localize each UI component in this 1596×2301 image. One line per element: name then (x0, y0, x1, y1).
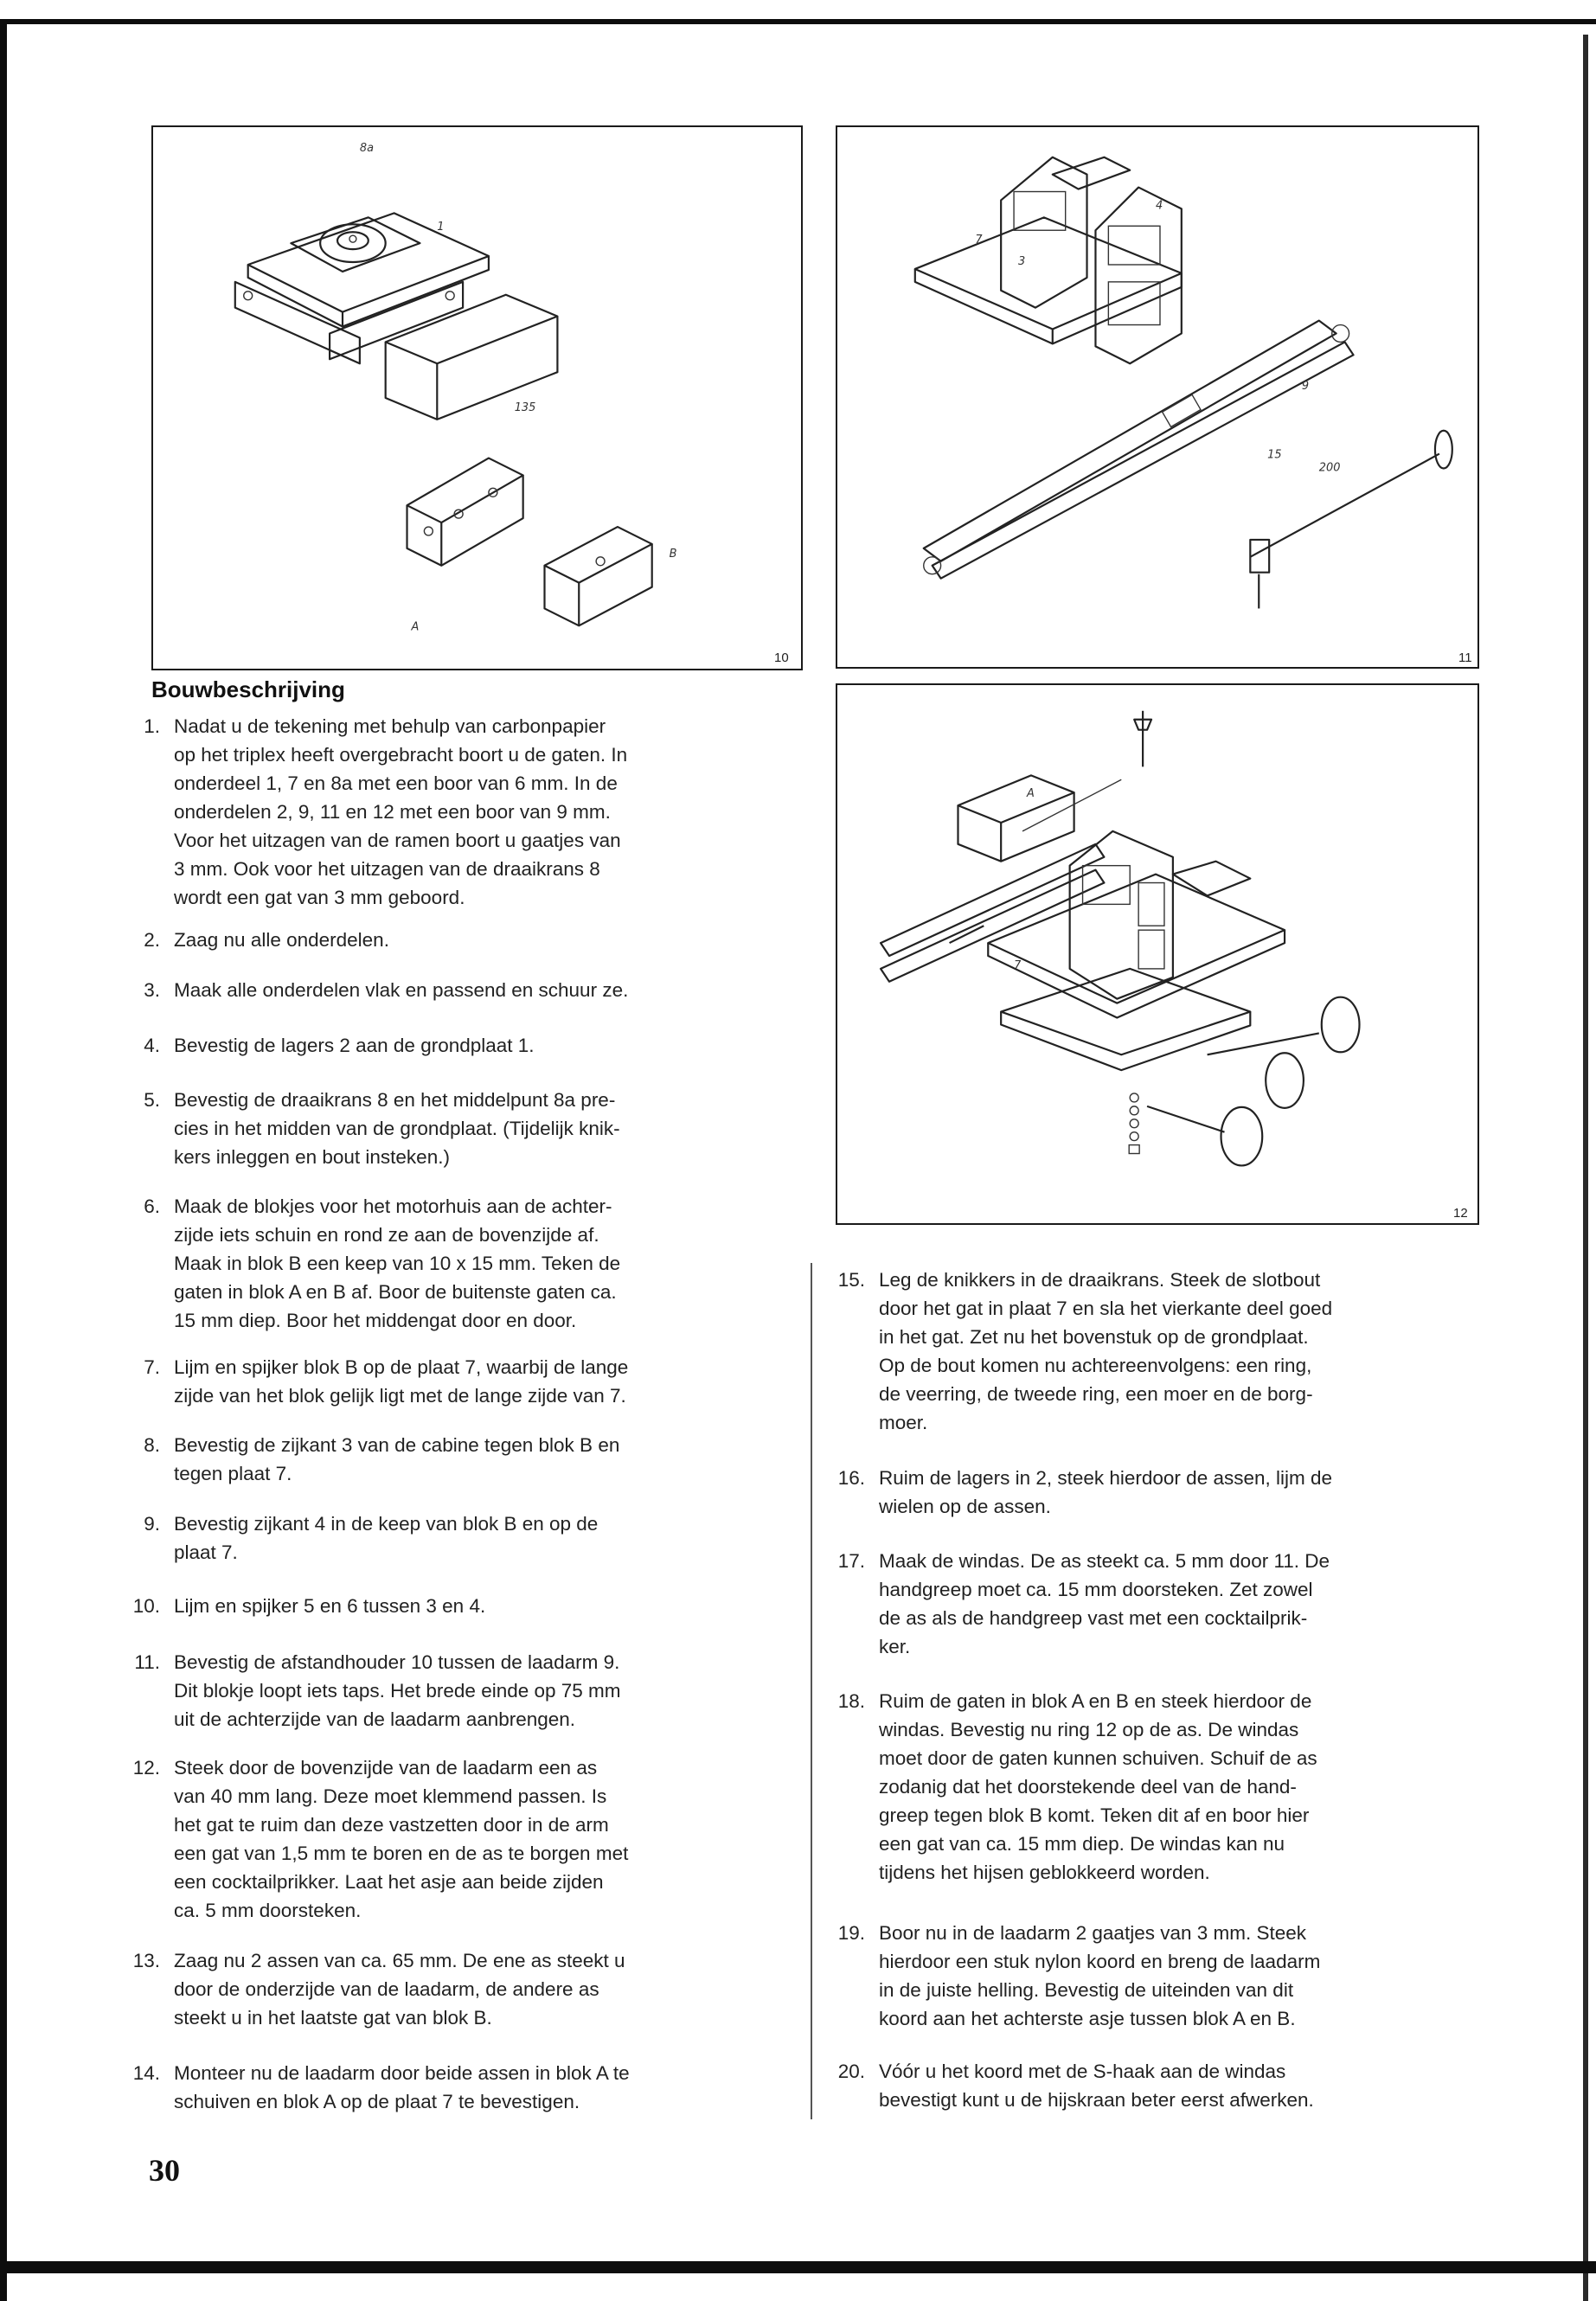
instruction-line: Voor het uitzagen van de ramen boort u gaatjes van (174, 830, 621, 851)
svg-text:135: 135 (514, 401, 536, 414)
cabin (1070, 831, 1173, 999)
plate-7 (915, 217, 1182, 329)
instruction-line: in het gat. Zet nu het bovenstuk op de grondplaat. (879, 1326, 1309, 1348)
instruction-line: het gat te ruim dan deze vastzetten door in de arm (174, 1814, 609, 1836)
cabin-side-3 (1001, 157, 1086, 308)
instruction-number: 9. (144, 1513, 160, 1535)
section-heading: Bouwbeschrijving (151, 676, 345, 702)
instruction-line: onderdelen 2, 9, 11 en 12 met een boor van 9 mm. (174, 801, 611, 823)
instruction-line: in de juiste helling. Bevestig de uiteinden van dit (879, 1979, 1294, 2001)
instruction-line: greep tegen blok B komt. Teken dit af en boor hier (879, 1804, 1310, 1826)
scan-border-right (1583, 35, 1588, 2301)
instruction-line: tijdens het hijsen geblokkeerd worden. (879, 1862, 1210, 1883)
instruction-number: 12. (132, 1757, 160, 1779)
instruction-line: Monteer nu de laadarm door beide assen in blok A te (174, 2062, 630, 2084)
instruction-line: Ruim de lagers in 2, steek hierdoor de assen, lijm de (879, 1467, 1333, 1489)
instruction-number: 6. (144, 1195, 160, 1217)
instruction-line: Zaag nu alle onderdelen. (174, 929, 389, 951)
instruction-line: een gat van 1,5 mm te boren en de as te borgen met (174, 1843, 629, 1864)
instruction-line: van 40 mm lang. Deze moet klemmend passen. Is (174, 1785, 607, 1807)
instruction-line: handgreep moet ca. 15 mm doorsteken. Zet zowel (879, 1579, 1313, 1600)
instruction-number: 4. (144, 1035, 160, 1056)
instruction-line: Lijm en spijker 5 en 6 tussen 3 en 4. (174, 1595, 486, 1617)
figure-11-label: 11 (1458, 651, 1472, 665)
svg-text:15: 15 (1267, 448, 1282, 462)
instruction-line: kers inleggen en bout insteken.) (174, 1146, 450, 1168)
cabin-side-4 (1095, 188, 1181, 364)
instruction-line: Nadat u de tekening met behulp van carbonpapier (174, 715, 606, 737)
instruction-line: onderdeel 1, 7 en 8a met een boor van 6 mm. In de (174, 772, 618, 794)
svg-text:9: 9 (1301, 380, 1310, 394)
loading-arm-9 (924, 321, 1336, 561)
instruction-number: 16. (837, 1467, 865, 1489)
instruction-line: koord aan het achterste asje tussen blok A en B. (879, 2008, 1296, 2029)
instruction-line: Vóór u het koord met de S-haak aan de windas (879, 2061, 1286, 2082)
instruction-number: 15. (837, 1269, 865, 1291)
instruction-line: Bevestig de afstandhouder 10 tussen de laadarm 9. (174, 1651, 620, 1673)
instruction-line: door het gat in plaat 7 en sla het vierkante deel goed (879, 1298, 1333, 1319)
instruction-line: bevestigt kunt u de hijskraan beter eerst afwerken. (879, 2089, 1314, 2111)
wheel-3 (1221, 1107, 1263, 1166)
instruction-line: ca. 5 mm doorsteken. (174, 1900, 362, 1921)
instruction-line: zijde van het blok gelijk ligt met de lange zijde van 7. (174, 1385, 626, 1407)
instruction-number: 1. (144, 715, 160, 737)
instruction-number: 18. (837, 1690, 865, 1712)
instruction-line: wielen op de assen. (879, 1496, 1051, 1517)
instruction-line: moet door de gaten kunnen schuiven. Schuif de as (879, 1747, 1317, 1769)
page-number: 30 (149, 2153, 180, 2188)
figure-12-drawing (837, 685, 1477, 1223)
figure-10 (151, 125, 803, 670)
instruction-line: Maak de windas. De as steekt ca. 5 mm door 11. De (879, 1550, 1330, 1572)
instruction-line: 15 mm diep. Boor het middengat door en door. (174, 1310, 577, 1331)
figure-10-drawing (153, 127, 801, 669)
winch-axle (1250, 454, 1439, 557)
instruction-number: 2. (144, 929, 160, 951)
svg-text:3: 3 (1018, 254, 1026, 268)
instruction-line: Lijm en spijker blok B op de plaat 7, waarbij de lange (174, 1356, 629, 1378)
figure-12-label: 12 (1453, 1206, 1468, 1221)
upper-plate (988, 875, 1285, 1003)
instruction-number: 8. (144, 1434, 160, 1456)
svg-text:4: 4 (1156, 199, 1163, 213)
instruction-number: 5. (144, 1089, 160, 1111)
instruction-line: Steek door de bovenzijde van de laadarm een as (174, 1757, 598, 1779)
instruction-number: 13. (132, 1950, 160, 1971)
block-a (407, 458, 523, 523)
instruction-line: windas. Bevestig nu ring 12 op de as. De windas (879, 1719, 1299, 1740)
svg-text:B: B (669, 547, 677, 561)
instruction-line: Bevestig de draaikrans 8 en het middelpunt 8a pre- (174, 1089, 616, 1111)
instruction-line: een cocktailprikker. Laat het asje aan beide zijden (174, 1871, 604, 1893)
instruction-line: tegen plaat 7. (174, 1463, 292, 1484)
svg-text:A: A (1026, 787, 1035, 801)
instruction-line: hierdoor een stuk nylon koord en breng de laadarm (879, 1951, 1321, 1972)
instruction-line: zodanig dat het doorstekende deel van de hand- (879, 1776, 1297, 1798)
instruction-line: wordt een gat van 3 mm geboord. (174, 887, 465, 908)
turntable-8 (291, 217, 420, 272)
instruction-line: cies in het midden van de grondplaat. (Tijdelijk knik- (174, 1118, 620, 1139)
instruction-line: uit de achterzijde van de laadarm aanbrengen. (174, 1708, 576, 1730)
wheel-2 (1266, 1053, 1304, 1108)
instruction-line: de as als de handgreep vast met een cocktailprik- (879, 1607, 1308, 1629)
figure-10-label: 10 (774, 651, 789, 665)
instruction-number: 17. (837, 1550, 865, 1572)
instruction-line: Dit blokje loopt iets taps. Het brede einde op 75 mm (174, 1680, 621, 1702)
instruction-line: Ruim de gaten in blok A en B en steek hierdoor de (879, 1690, 1312, 1712)
block-b (545, 527, 652, 583)
instruction-line: Bevestig zijkant 4 in de keep van blok B en op de (174, 1513, 599, 1535)
instruction-line: Maak alle onderdelen vlak en passend en schuur ze. (174, 979, 629, 1001)
instruction-line: Maak de blokjes voor het motorhuis aan de achter- (174, 1195, 612, 1217)
instruction-line: 3 mm. Ook voor het uitzagen van de draaikrans 8 (174, 858, 600, 880)
svg-text:1: 1 (437, 221, 445, 234)
bearing-2-left (235, 282, 360, 363)
svg-text:7: 7 (975, 234, 983, 247)
instruction-line: Maak in blok B een keep van 10 x 15 mm. Teken de (174, 1253, 621, 1274)
instruction-line: op het triplex heeft overgebracht boort u de gaten. In (174, 744, 628, 766)
instruction-line: Bevestig de lagers 2 aan de grondplaat 1. (174, 1035, 535, 1056)
figure-11-drawing (837, 127, 1477, 667)
instruction-line: zijde iets schuin en rond ze aan de bovenzijde af. (174, 1224, 599, 1246)
instruction-line: Bevestig de zijkant 3 van de cabine tegen blok B en (174, 1434, 620, 1456)
instruction-line: door de onderzijde van de laadarm, de andere as (174, 1978, 599, 2000)
svg-text:8a: 8a (359, 141, 374, 155)
svg-text:7: 7 (1014, 958, 1022, 972)
svg-text:A: A (411, 620, 420, 634)
instruction-line: plaat 7. (174, 1541, 238, 1563)
instruction-number: 19. (837, 1922, 865, 1944)
scan-border-left (0, 19, 7, 2301)
scan-border-top (0, 19, 1596, 24)
instruction-line: steekt u in het laatste gat van blok B. (174, 2007, 492, 2029)
instruction-line: moer. (879, 1412, 928, 1433)
figure-11 (836, 125, 1479, 669)
instruction-number: 7. (144, 1356, 160, 1378)
instruction-line: een gat van ca. 15 mm diep. De windas kan nu (879, 1833, 1285, 1855)
instruction-number: 3. (144, 979, 160, 1001)
scan-border-bottom (0, 2261, 1596, 2273)
instruction-line: Leg de knikkers in de draaikrans. Steek de slotbout (879, 1269, 1321, 1291)
instruction-number: 14. (132, 2062, 160, 2084)
instruction-line: de veerring, de tweede ring, een moer en de borg- (879, 1383, 1313, 1405)
figure-12 (836, 683, 1479, 1225)
instruction-line: Boor nu in de laadarm 2 gaatjes van 3 mm. Steek (879, 1922, 1307, 1944)
instruction-line: gaten in blok A en B af. Boor de buitenste gaten ca. (174, 1281, 617, 1303)
svg-text:200: 200 (1318, 461, 1341, 475)
instruction-line: schuiven en blok A op de plaat 7 te bevestigen. (174, 2091, 580, 2112)
instruction-number: 20. (837, 2061, 865, 2082)
instruction-line: ker. (879, 1636, 911, 1657)
instruction-line: Zaag nu 2 assen van ca. 65 mm. De ene as steekt u (174, 1950, 625, 1971)
instruction-number: 11. (134, 1651, 160, 1673)
column-divider (811, 1263, 812, 2119)
wheel-1 (1322, 997, 1360, 1053)
instruction-line: Op de bout komen nu achtereenvolgens: een ring, (879, 1355, 1312, 1376)
instruction-number: 10. (132, 1595, 160, 1617)
